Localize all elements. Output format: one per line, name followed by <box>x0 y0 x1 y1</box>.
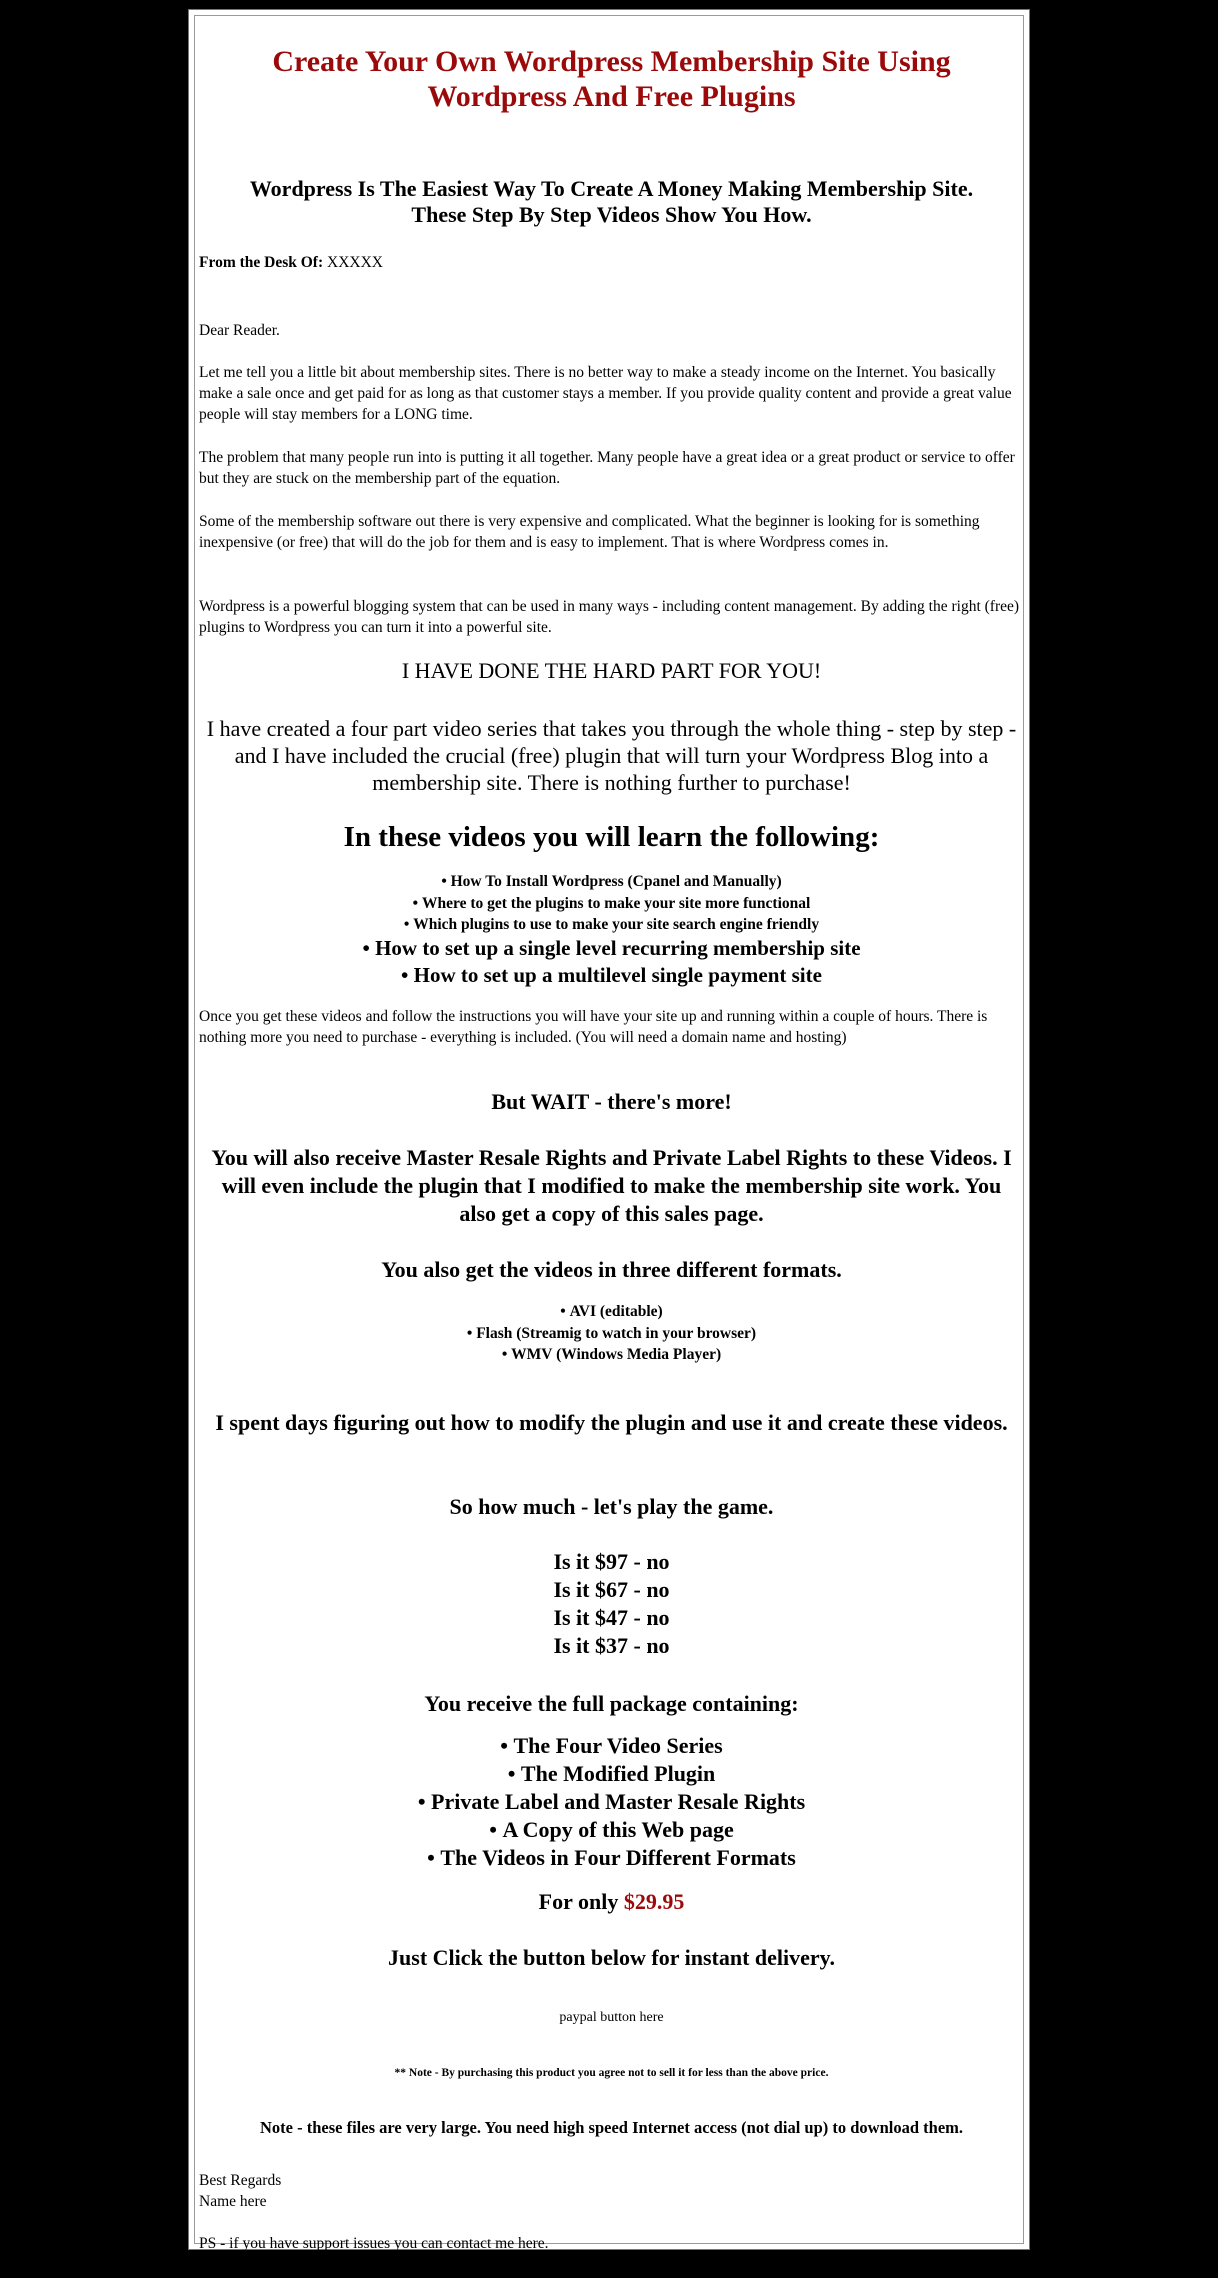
package-heading: You receive the full package containing: <box>424 1691 799 1716</box>
price-game-line: Is it $97 - no <box>553 1549 670 1574</box>
formats-list <box>199 1301 1024 1366</box>
paragraph-software: Some of the membership software out there is very expensive and complicated. What the beginner is looking for is something inexpensive (or free) that will do the job for them and is easy to implement. That is where Wordpress comes in. <box>199 513 980 551</box>
price-game-line: Is it $47 - no <box>553 1605 670 1630</box>
but-wait-heading: But WAIT - there's more! <box>491 1089 732 1114</box>
price-game <box>199 1548 1024 1660</box>
page-container <box>188 9 1030 2250</box>
list-item: • Where to get the plugins to make your site more functional <box>199 893 1024 915</box>
legal-note: ** Note - By purchasing this product you agree not to sell it for less than the above price. <box>394 2067 829 2079</box>
from-desk-name: XXXXX <box>327 254 383 271</box>
list-item: • AVI (editable) <box>199 1301 1024 1323</box>
click-button-text: Just Click the button below for instant delivery. <box>388 1945 835 1970</box>
list-item: • The Modified Plugin <box>199 1760 1024 1788</box>
learn-list-small <box>199 871 1024 936</box>
learn-heading: In these videos you will learn the following: <box>343 821 880 853</box>
list-item: • Private Label and Master Resale Rights <box>199 1788 1024 1816</box>
paragraph-problem: The problem that many people run into is putting it all together. Many people have a great idea or a great product or service to offer but they are stuck on the membership part of the equation. <box>199 449 1015 487</box>
for-only <box>199 1888 1024 1916</box>
paragraph-wordpress: Wordpress is a powerful blogging system that can be used in many ways - including content management. By adding the right (free) plugins to Wordpress you can turn it into a powerful site. <box>199 598 1020 636</box>
paragraph-membership: Let me tell you a little bit about membership sites. There is no better way to make a steady income on the Internet. You basically make a sale once and get paid for as long as that customer stays a member. If you provide quality content and provide a great value people will stay members for a LONG time. <box>199 364 1012 423</box>
hard-part-heading: I HAVE DONE THE HARD PART FOR YOU! <box>401 658 822 683</box>
title-line: Wordpress And Free Plugins <box>427 80 796 113</box>
content-frame <box>194 15 1024 2252</box>
from-desk-label: From the Desk Of: <box>199 254 324 271</box>
for-only-label: For only <box>538 1889 619 1914</box>
paypal-button[interactable]: paypal button here <box>559 2010 664 2025</box>
ps-support-link[interactable]: PS - if you have support issues you can contact me here. <box>199 2235 549 2252</box>
list-item: • A Copy of this Web page <box>199 1816 1024 1844</box>
page-title <box>199 44 1024 114</box>
price-game-line: Is it $67 - no <box>553 1577 670 1602</box>
closing-line: Best Regards <box>199 2172 282 2189</box>
price-game-line: Is it $37 - no <box>553 1633 670 1658</box>
subhead-line: Wordpress Is The Easiest Way To Create A Money Making Membership Site. <box>249 176 974 201</box>
list-item: • Flash (Streamig to watch in your browser) <box>199 1323 1024 1345</box>
large-files-note: Note - these files are very large. You need high speed Internet access (not dial up) to download them. <box>259 2118 964 2137</box>
setup-text: Once you get these videos and follow the instructions you will have your site up and running within a couple of hours. There is nothing more you need to purchase - everything is included. (You will need a domain name and hosting) <box>199 1008 988 1046</box>
rights-text: You will also receive Master Resale Rights and Private Label Rights to these Videos. I will even include the plugin that I modified to make the membership site work. You also get a copy of this sales page. <box>211 1145 1012 1226</box>
list-item: • How to set up a single level recurring membership site <box>199 935 1024 962</box>
subhead-line: These Step By Step Videos Show You How. <box>411 202 812 227</box>
how-much-text: So how much - let's play the game. <box>449 1494 774 1519</box>
closing <box>199 2170 1024 2212</box>
from-desk <box>199 252 1024 273</box>
closing-line: Name here <box>199 2193 267 2210</box>
title-line: Create Your Own Wordpress Membership Site Using <box>272 45 951 78</box>
list-item: • WMV (Windows Media Player) <box>199 1344 1024 1366</box>
list-item: • How to set up a multilevel single payment site <box>199 962 1024 989</box>
package-list <box>199 1732 1024 1872</box>
list-item: • Which plugins to use to make your site search engine friendly <box>199 914 1024 936</box>
video-series-text: I have created a four part video series that takes you through the whole thing - step by step - and I have included the crucial (free) plugin that will turn your Wordpress Blog into a membership site. There is nothing further to purchase! <box>206 716 1017 795</box>
formats-heading: You also get the videos in three different formats. <box>381 1257 842 1282</box>
price-value: $29.95 <box>623 1889 685 1914</box>
list-item: • The Four Video Series <box>199 1732 1024 1760</box>
list-item: • The Videos in Four Different Formats <box>199 1844 1024 1872</box>
spent-days-text: I spent days figuring out how to modify the plugin and use it and create these videos. <box>215 1410 1008 1435</box>
list-item: • How To Install Wordpress (Cpanel and Manually) <box>199 871 1024 893</box>
learn-list-large <box>199 935 1024 989</box>
greeting: Dear Reader. <box>199 322 280 339</box>
subheadline <box>199 176 1024 228</box>
